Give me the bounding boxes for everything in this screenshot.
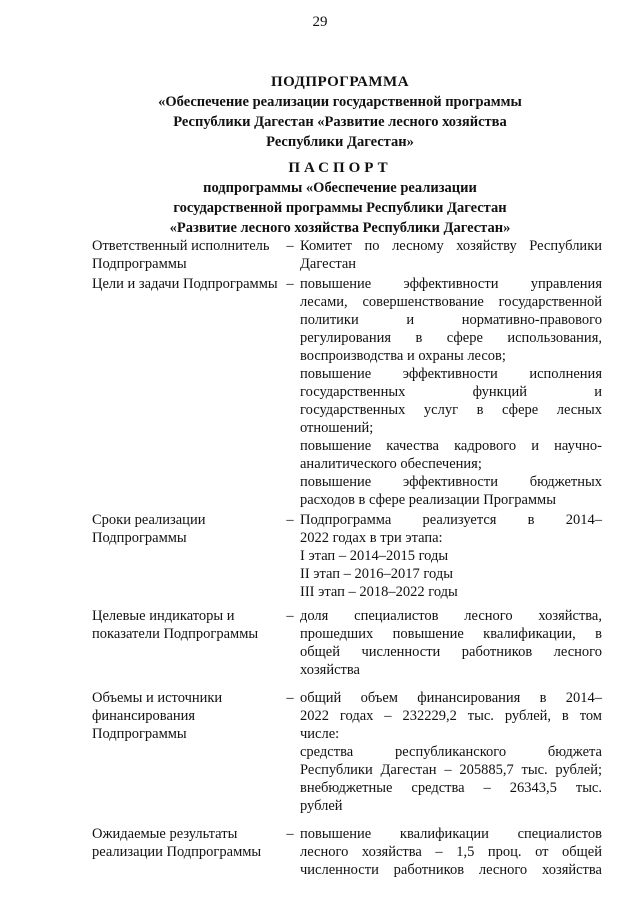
subprogram-heading	[60, 72, 620, 152]
dash-separator: –	[286, 608, 294, 624]
row-label	[92, 275, 280, 509]
value-line: повышение эффективности исполнения	[300, 366, 602, 382]
dash-separator: –	[286, 238, 294, 254]
row-value	[300, 237, 602, 273]
subprogram-name-line-1: «Обеспечение реализации государственной программы	[158, 94, 522, 110]
label-line: Подпрограммы	[92, 256, 187, 272]
value-line: средства республиканского бюджета	[300, 744, 602, 760]
dash-separator: –	[286, 826, 294, 842]
value-line: аналитического обеспечения;	[300, 456, 482, 472]
value-line: Дагестан	[300, 256, 357, 272]
value-line: II этап – 2016–2017 годы	[300, 566, 453, 582]
value-line: лесного хозяйства – 1,5 проц. от общей	[300, 844, 602, 860]
label-line: Целевые индикаторы и	[92, 608, 235, 624]
row-label	[92, 607, 280, 679]
passport-row-funding	[92, 689, 602, 815]
label-line: Объемы и источники	[92, 690, 223, 706]
dash-separator: –	[286, 690, 294, 706]
value-line: внебюджетные средства – 26343,5 тыс.	[300, 780, 602, 796]
row-label	[92, 511, 280, 601]
row-value	[300, 607, 602, 679]
passport-subtitle-line-3: «Развитие лесного хозяйства Республики Дагестан»	[169, 220, 511, 236]
passport-row-responsible	[92, 237, 602, 273]
value-line: Подпрограмма реализуется в 2014–	[300, 512, 602, 528]
value-line: общей численности работников лесного	[300, 644, 602, 660]
row-value	[300, 689, 602, 815]
value-line: отношений;	[300, 420, 374, 436]
value-line: государственных услуг в сфере лесных	[300, 402, 602, 418]
value-line: числе:	[300, 726, 340, 742]
passport-row-goals	[92, 275, 602, 509]
label-line: финансирования	[92, 708, 196, 724]
value-line: политики и нормативно-правового	[300, 312, 602, 328]
value-line: повышение качества кадрового и научно-	[300, 438, 602, 454]
value-line: рублей	[300, 798, 343, 814]
value-line: численности работников лесного хозяйства	[300, 862, 602, 878]
label-line: Подпрограммы	[92, 530, 187, 546]
page-number: 29	[312, 14, 328, 30]
value-line: общий объем финансирования в 2014–	[300, 690, 602, 706]
value-line: повышение квалификации специалистов	[300, 826, 602, 842]
passport-subtitle-line-2: государственной программы Республики Дагестан	[173, 200, 507, 216]
row-value	[300, 275, 602, 509]
label-line: Ответственный исполнитель	[92, 238, 270, 254]
value-line: Республики Дагестан – 205885,7 тыс. рублей;	[300, 762, 602, 778]
dash-separator: –	[286, 512, 294, 528]
value-line: регулирования в сфере использования,	[300, 330, 602, 346]
dash-separator: –	[286, 276, 294, 292]
passport-row-timeline	[92, 511, 602, 601]
value-line: 2022 годах – 232229,2 тыс. рублей, в том	[300, 708, 602, 724]
label-line: Цели и задачи Подпрограммы	[92, 276, 278, 292]
row-value	[300, 511, 602, 601]
passport-label: ПАСПОРТ	[288, 160, 392, 176]
label-line: Подпрограммы	[92, 726, 187, 742]
label-line: показатели Подпрограммы	[92, 626, 259, 642]
label-line: Ожидаемые результаты	[92, 826, 238, 842]
value-line: 2022 годах в три этапа:	[300, 530, 443, 546]
value-line: хозяйства	[300, 662, 360, 678]
value-line: расходов в сфере реализации Программы	[300, 492, 556, 508]
value-line: воспроизводства и охраны лесов;	[300, 348, 506, 364]
passport-subtitle-line-1: подпрограммы «Обеспечение реализации	[203, 180, 477, 196]
value-line: прошедших повышение квалификации, в	[300, 626, 602, 642]
subprogram-name-line-2: Республики Дагестан «Развитие лесного хозяйства	[173, 114, 507, 130]
row-value	[300, 825, 602, 879]
value-line: повышение эффективности бюджетных	[300, 474, 602, 490]
label-line: реализации Подпрограммы	[92, 844, 262, 860]
subprogram-name-line-3: Республики Дагестан»	[266, 134, 414, 150]
subprogram-label: ПОДПРОГРАММА	[270, 74, 410, 90]
value-line: доля специалистов лесного хозяйства,	[300, 608, 602, 624]
passport-row-expected-results	[92, 825, 602, 879]
value-line: III этап – 2018–2022 годы	[300, 584, 458, 600]
value-line: I этап – 2014–2015 годы	[300, 548, 449, 564]
row-label	[92, 825, 280, 879]
value-line: повышение эффективности управления	[300, 276, 602, 292]
passport-row-indicators	[92, 607, 602, 679]
passport-heading	[60, 158, 620, 238]
value-line: Комитет по лесному хозяйству Республики	[300, 238, 602, 254]
label-line: Сроки реализации	[92, 512, 206, 528]
value-line: государственных функций и	[300, 384, 602, 400]
value-line: лесами, совершенствование государственной	[300, 294, 602, 310]
row-label	[92, 689, 280, 815]
row-label	[92, 237, 280, 273]
passport-table	[92, 237, 602, 879]
